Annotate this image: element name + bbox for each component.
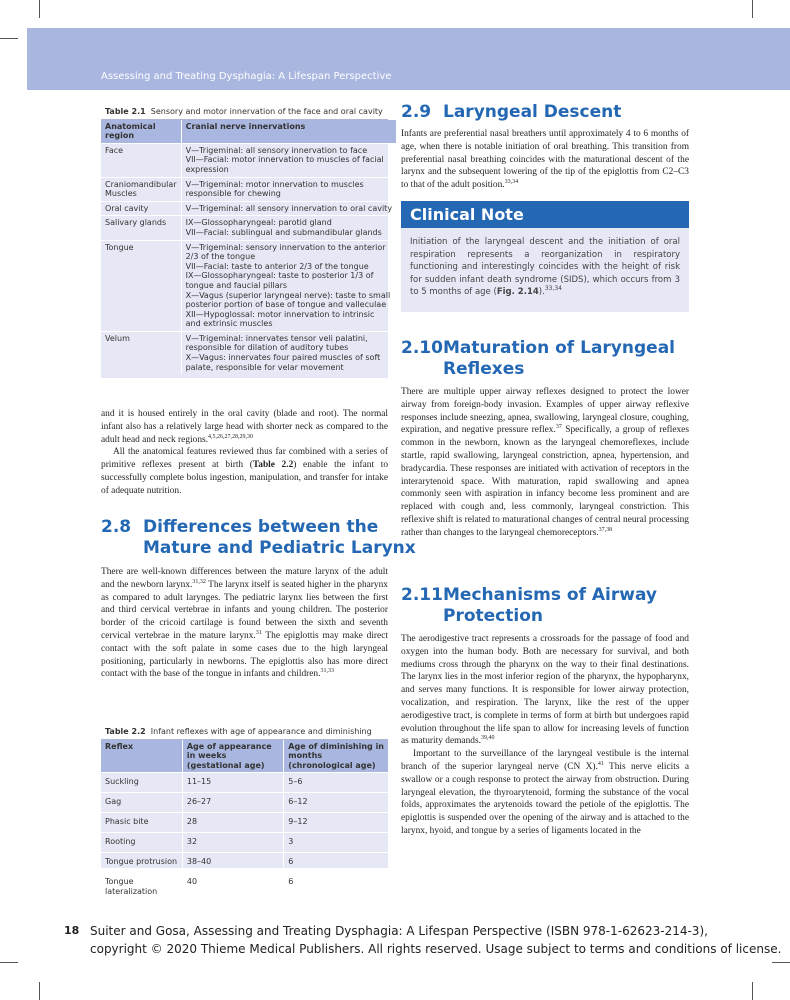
region-cell xyxy=(101,216,181,240)
cell-text: Oral cavity xyxy=(105,203,149,213)
cell-text: VII—Facial: sublingual and submandibular glands xyxy=(185,227,382,237)
table-cell: Rooting xyxy=(101,833,182,853)
clinical-note-body xyxy=(401,228,689,307)
text-run: Infants are preferential nasal breathers until approximately 4 to 6 months of age, when there is notable initiation of oral breathing. This transition from preferential nasal breathing coincides with the maturational descent of the larynx and the subsequent lowering of the tip of the epiglottis from C2–C3 to that of the adult position. xyxy=(401,129,689,191)
section-2-10-text xyxy=(401,386,689,540)
footer-line: copyright © 2020 Thieme Medical Publishers. All rights reserved. Usage subject to terms and conditions of license. xyxy=(90,942,782,956)
table-body xyxy=(101,120,396,375)
innervation-cell xyxy=(181,240,396,331)
section-heading-2-10 xyxy=(401,338,675,380)
innervation-cell xyxy=(181,201,396,216)
section-title: Reflexes xyxy=(443,359,525,379)
table-body xyxy=(101,740,388,900)
table-row xyxy=(101,853,388,873)
table-header-cell xyxy=(101,740,182,773)
table-row xyxy=(101,833,388,853)
cell-text: Velum xyxy=(105,333,130,343)
citation: 33,34 xyxy=(504,179,519,186)
page-number: 18 xyxy=(64,924,80,937)
cell-text: in weeks xyxy=(186,751,227,761)
table-reference: Table 2.2 xyxy=(252,460,294,471)
table-cell: 28 xyxy=(182,813,283,833)
clinical-note-title: Clinical Note xyxy=(401,201,689,228)
cell-text: responsible for dilation of auditory tubes xyxy=(185,343,349,353)
text-run: Initiation of the laryngeal descent and the initiation of oral respiration represents a reorganization in respiratory functioning and interestingly coincides with the height of risk for sudden infant death syndrome (SIDS), which occurs from 3 to 5 months of age ( xyxy=(410,237,680,298)
text-run: Important to the surveillance of the laryngeal vestibule is the internal branch of the superior laryngeal nerve (CN X). xyxy=(401,749,689,772)
crop-mark xyxy=(772,962,790,963)
region-cell xyxy=(101,201,181,216)
citation: 33,34 xyxy=(544,285,562,293)
text-run: There are multiple upper airway reflexes designed to protect the lower airway from foreign-body invasion. Examples of upper airway reflexive responses include sneezing, apnea, swallowing, laryngeal closure, coughing, expiration, and negative pressure reflex. xyxy=(401,387,689,436)
cell-text: and extrinsic muscles xyxy=(185,319,273,329)
table-row xyxy=(101,873,388,900)
crop-mark xyxy=(0,962,18,963)
cell-text: VII—Facial: taste to anterior 2/3 of the tongue xyxy=(185,261,369,271)
cell-text: months xyxy=(288,751,323,761)
table-caption-text: Infant reflexes with age of appearance and diminishing xyxy=(150,727,372,736)
table-row xyxy=(101,773,388,793)
table-2-2 xyxy=(101,724,388,896)
citation: 31,32 xyxy=(192,578,206,585)
table-header-cell: Cranial nerve innervations xyxy=(181,120,396,144)
table-cell: 6–12 xyxy=(284,793,388,813)
table-cell: Tongue protrusion xyxy=(101,853,182,873)
section-title: Mechanisms of Airway xyxy=(443,585,657,605)
cell-text: 2/3 of the tongue xyxy=(185,252,256,262)
table-row xyxy=(101,201,396,216)
cell-text: Face xyxy=(105,145,124,155)
section-number: 2.10 xyxy=(401,338,443,358)
table-cell: 26–27 xyxy=(182,793,283,813)
section-heading-2-9 xyxy=(401,102,621,123)
section-2-9-text xyxy=(401,128,689,192)
cell-text: V—Trigeminal: motor innervation to muscles xyxy=(185,179,364,189)
cell-text: V—Trigeminal: sensory innervation to the anterior xyxy=(185,242,386,252)
text-run: There are well-known differences between the mature larynx of the adult and the newborn larynx. xyxy=(101,567,388,590)
citation: 4,5,26,27,28,29,30 xyxy=(208,433,253,440)
crop-mark xyxy=(752,982,753,1000)
table-cell: Tongue lateralization xyxy=(101,873,182,900)
text-run: The epiglottis may make direct contact with the soft palate in some cases due to the high laryngeal positioning, particularly in newborns. The epiglottis also has more direct contact with the base of the tongue in infants and children. xyxy=(101,630,388,680)
cell-text: V—Trigeminal: all sensory innervation to face xyxy=(185,145,368,155)
section-title: Protection xyxy=(443,606,543,626)
table-cell: 3 xyxy=(284,833,388,853)
section-heading-2-8 xyxy=(101,517,416,559)
section-title: Maturation of Laryngeal xyxy=(443,338,675,358)
section-2-11-text xyxy=(401,633,689,838)
section-number: 2.9 xyxy=(401,102,432,122)
section-2-8-text xyxy=(101,566,388,681)
region-cell xyxy=(101,240,181,331)
table-header-cell xyxy=(284,740,388,773)
citation: 31 xyxy=(255,629,262,636)
innervation-cell xyxy=(181,216,396,240)
footer-line: Suiter and Gosa, Assessing and Treating Dysphagia: A Lifespan Perspective (ISBN 978-1-62623-214-3), xyxy=(90,924,708,938)
table-cell: 32 xyxy=(182,833,283,853)
text-run: This nerve elicits a swallow or a cough response to protect the airway from obstruction. During laryngeal elevation, the thyroarytenoid, forming the substance of the vocal folds, approximates the arytenoids toward the petiole of the epiglottis. The epiglottis is suspended over the opening of the airway and is attached to the larynx, hyoid, and tongue by a series of ligaments located in the xyxy=(401,761,689,836)
table-cell: Gag xyxy=(101,793,182,813)
citation: 41 xyxy=(597,760,604,767)
section-number: 2.8 xyxy=(101,517,132,537)
citation: 37 xyxy=(555,424,562,431)
cell-text: responsible for chewing xyxy=(185,189,281,199)
table-row xyxy=(101,240,396,331)
clinical-note-box xyxy=(401,201,689,312)
table-2-1 xyxy=(101,104,393,378)
paragraph: All the anatomical features reviewed thus far combined with a series of primitive reflexes present at birth ( xyxy=(101,447,388,471)
table-cell: Suckling xyxy=(101,773,182,793)
copyright-notice xyxy=(90,922,781,958)
cell-text: expression xyxy=(185,164,229,174)
innervation-cell xyxy=(181,143,396,177)
table-header-cell xyxy=(182,740,283,773)
cell-text: (gestational age) xyxy=(186,760,265,770)
table-row xyxy=(101,793,388,813)
region-cell xyxy=(101,143,181,177)
table-cell: 6 xyxy=(284,853,388,873)
table-label: Table 2.2 xyxy=(105,727,146,736)
innervation-cell xyxy=(181,177,396,201)
cell-text: VII—Facial: motor innervation to muscles of facial xyxy=(185,155,384,165)
cell-text: XII—Hypoglossal: motor innervation to intrinsic xyxy=(185,309,375,319)
cell-text: Salivary glands xyxy=(105,218,167,228)
cell-text: (chronological age) xyxy=(288,760,376,770)
table-label: Table 2.1 xyxy=(105,107,146,116)
table-cell: 9–12 xyxy=(284,813,388,833)
section-title: Laryngeal Descent xyxy=(443,102,622,122)
citation: 37,38 xyxy=(598,526,613,533)
crop-mark xyxy=(39,982,40,1000)
section-heading-2-11 xyxy=(401,585,657,627)
table-cell: Phasic bite xyxy=(101,813,182,833)
table-caption-text: Sensory and motor innervation of the face and oral cavity xyxy=(150,107,383,116)
table-cell: 5–6 xyxy=(284,773,388,793)
region-cell xyxy=(101,177,181,201)
table-caption xyxy=(101,104,388,120)
cell-text: Muscles xyxy=(105,189,137,199)
figure-reference: Fig. 2.14 xyxy=(496,287,539,298)
cell-text: V—Trigeminal: innervates tensor veli palatini, xyxy=(185,333,368,343)
table-cell: 38–40 xyxy=(182,853,283,873)
table-cell: 40 xyxy=(182,873,283,900)
cell-text: Tongue xyxy=(105,242,134,252)
section-number: 2.11 xyxy=(401,585,443,605)
cell-text: X—Vagus (superior laryngeal nerve): taste to small xyxy=(185,290,391,300)
table-cell: 6 xyxy=(284,873,388,900)
cell-text: Reflex xyxy=(105,741,134,751)
region-cell xyxy=(101,331,181,374)
cell-text: Age of diminishing in xyxy=(288,741,384,751)
intro-text xyxy=(101,408,388,498)
cell-text: posterior portion of base of tongue and valleculae xyxy=(185,300,387,310)
cell-text: Craniomandibular xyxy=(105,179,177,189)
paragraph: and it is housed entirely in the oral cavity (blade and root). The normal infant also has a relatively large head with shorter neck as compared to the adult head and neck regions. xyxy=(101,409,388,445)
cell-text: V—Trigeminal: all sensory innervation to oral cavity xyxy=(185,203,393,213)
cell-text: X—Vagus: innervates four paired muscles of soft xyxy=(185,353,381,363)
cell-text: palate, responsible for velar movement xyxy=(185,362,344,372)
text-run: The larynx itself is seated higher in the pharynx as compared to adult larynges. The pediatric larynx lies between the first and third cervical vertebrae in infants and young children. The posterior border of the cricoid cartilage is found between the sixth and seventh cervical vertebrae in the mature larynx. xyxy=(101,579,388,641)
table-row xyxy=(101,216,396,240)
table-row xyxy=(101,813,388,833)
citation: 31,33 xyxy=(320,668,334,675)
cell-text: tongue and faucial pillars xyxy=(185,280,288,290)
crop-mark xyxy=(752,0,753,18)
cell-text: Age of appearance xyxy=(186,741,272,751)
section-title: Mature and Pediatric Larynx xyxy=(143,538,416,558)
running-head: Assessing and Treating Dysphagia: A Lifespan Perspective xyxy=(101,71,392,82)
text-run: Specifically, a group of reflexes common in the newborn, known as the laryngeal chemoreflexes, include startle, rapid swallowing, laryngeal constriction, apnea, hypertension, and bradycardia. These responses are initiated with activation of receptors in the interarytenoid space. With maturation, rapid swallowing and apnea commonly seen with aspiration in infancy become less prominent and are replaced with cough and, less commonly, laryngeal constriction. This reflexive shift is related to maturational changes of central neural processing rather than changes to the laryngeal chemoreceptors. xyxy=(401,425,689,538)
crop-mark xyxy=(0,38,18,39)
table-row xyxy=(101,177,396,201)
crop-mark xyxy=(39,0,40,18)
text-run: The aerodigestive tract represents a crossroads for the passage of food and oxygen into the human body. Both are necessary for survival, and both mediums cross through the pharynx on the way to their final destinations. The larynx lies in the most inferior region of the pharynx, the hypopharynx, and serves many functions. It is responsible for lower airway protection, vocalization, and respiration. The larynx, like the rest of the upper aerodigestive tract, is complete in terms of form at birth but undergoes rapid evolution throughout the life span to allow for increasing levels of function as maturity demands. xyxy=(401,634,689,747)
innervation-cell xyxy=(181,331,396,374)
text-run: ). xyxy=(538,287,545,298)
section-title: Differences between the xyxy=(143,517,379,537)
table-cell: 11–15 xyxy=(182,773,283,793)
cell-text: IX—Glossopharyngeal: taste to posterior 1/3 of xyxy=(185,271,374,281)
citation: 39,40 xyxy=(480,735,495,742)
table-caption xyxy=(101,724,388,740)
table-row xyxy=(101,331,396,374)
paragraph: ) enable the infant to successfully complete bolus ingestion, manipulation, and transfer for intake of adequate nutrition. xyxy=(101,460,389,496)
cell-text: IX—Glossopharyngeal: parotid gland xyxy=(185,218,332,228)
table-header-cell: Anatomical region xyxy=(101,120,181,144)
table-row xyxy=(101,143,396,177)
